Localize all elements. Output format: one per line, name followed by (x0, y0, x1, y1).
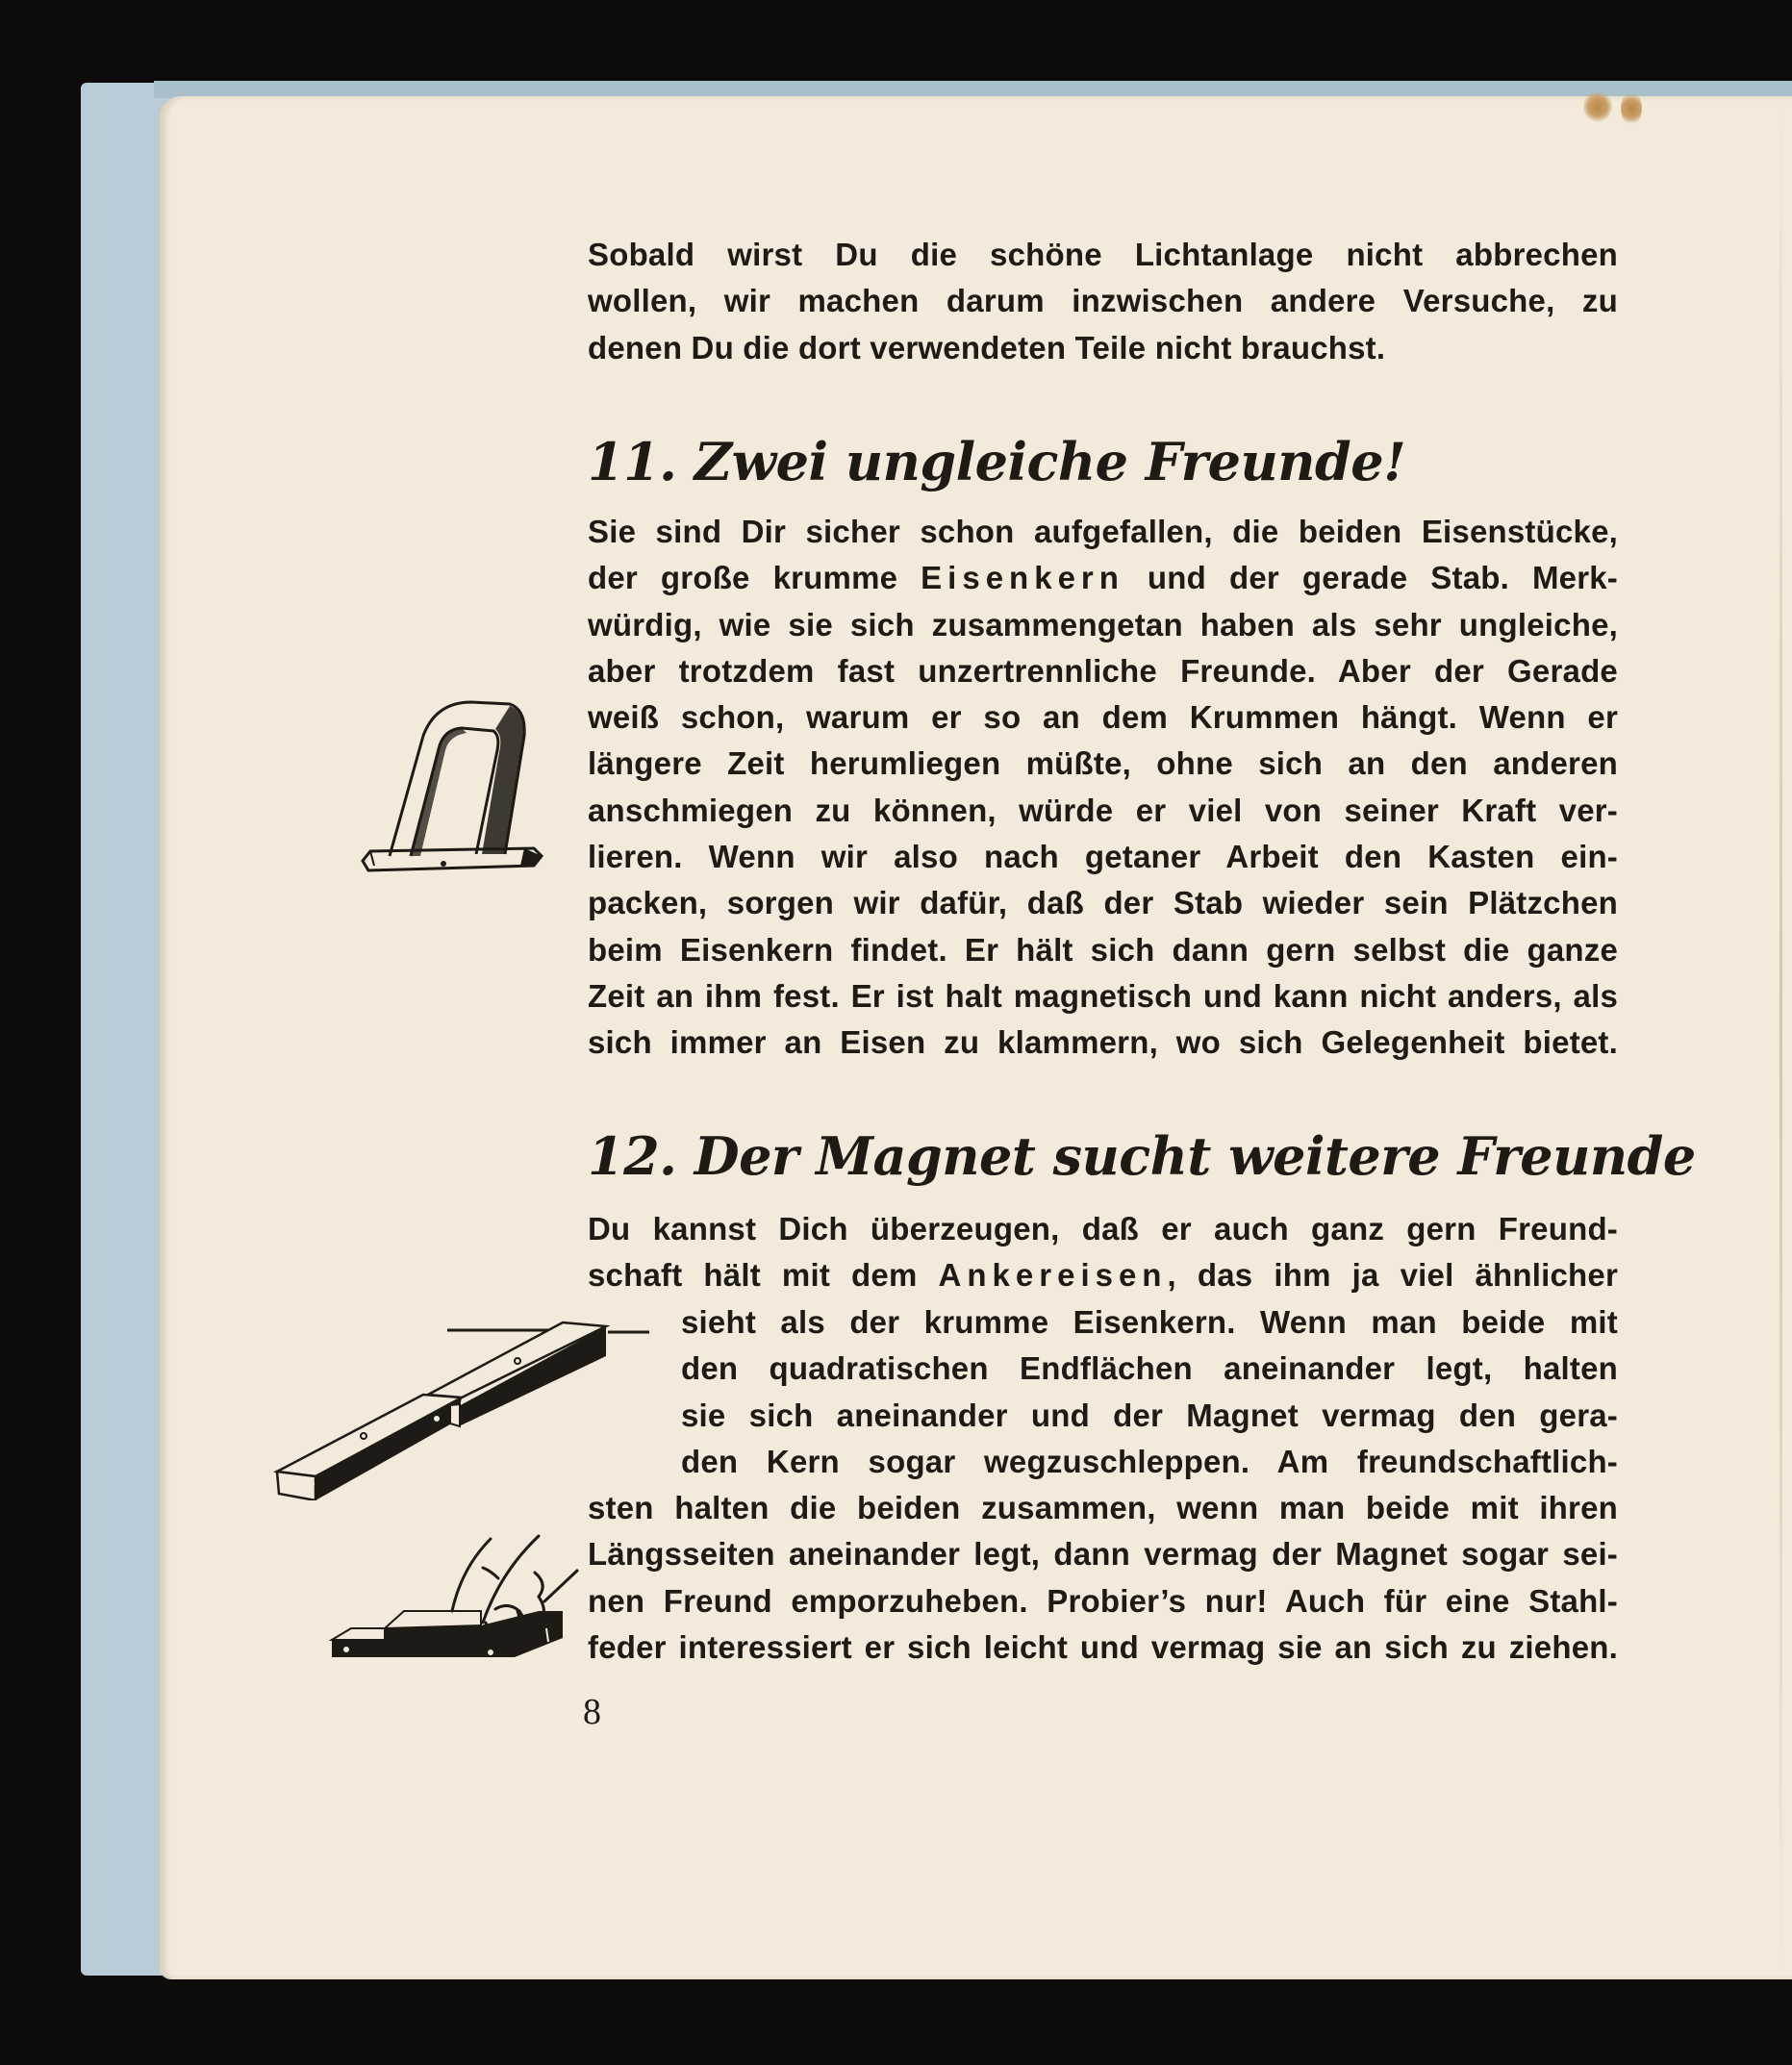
emphasized-term: Eisenkern (921, 560, 1124, 596)
stain-mark (1621, 91, 1642, 126)
text-line: wollen, wir machen darum inzwischen andere Versuche, zu (588, 283, 1618, 319)
text-line: Zeit an ihm fest. Er ist halt magnetisch und kann nicht anders, als (588, 977, 1618, 1014)
text-line (588, 555, 1618, 601)
text-line: Sie sind Dir sicher schon aufgefallen, die beiden Eisenstücke, (588, 514, 1618, 549)
section-heading-11: 11. Zwei ungleiche Freunde! (588, 431, 1406, 492)
text-span: , das ihm ja viel ähnlicher (1167, 1257, 1619, 1294)
page-number: 8 (583, 1692, 601, 1732)
section-12-paragraph-bottom (588, 1485, 1618, 1671)
section-11-paragraph (588, 509, 1618, 1067)
text-line: den quadratischen Endflächen aneinander legt, halten (681, 1350, 1618, 1387)
text-line: weiß schon, warum er so an dem Krummen hängt. Wenn er (588, 699, 1618, 736)
text-line: packen, sorgen wir dafür, daß der Stab wieder sein Plätzchen (588, 885, 1618, 921)
page-edge (1779, 96, 1782, 1979)
text-span: der große krumme (588, 560, 921, 596)
section-12-paragraph-top (588, 1206, 1618, 1299)
text-line: sich immer an Eisen zu klammern, wo sich Gelegenheit bietet. (588, 1024, 1618, 1061)
text-line: nen Freund emporzuheben. Probier’s nur! Auch für eine Stahl- (588, 1582, 1618, 1619)
section-12-paragraph-indented (681, 1299, 1618, 1485)
text-line: denen Du die dort verwendeten Teile nicht brauchst. (588, 329, 1386, 365)
text-line (588, 1252, 1618, 1298)
stain-mark (1583, 91, 1612, 122)
text-line: Sobald wirst Du die schöne Lichtanlage nicht abbrechen (588, 237, 1618, 272)
text-line: würdig, wie sie sich zusammengetan haben als sehr ungleiche, (588, 606, 1618, 642)
section-heading-12: 12. Der Magnet sucht weitere Freunde (588, 1125, 1696, 1187)
text-line: sieht als der krumme Eisenkern. Wenn man beide mit (681, 1304, 1618, 1340)
text-line: den Kern sogar wegzuschleppen. Am freundschaftlich- (681, 1443, 1618, 1479)
text-line: sten halten die beiden zusammen, wenn man beide mit ihren (588, 1490, 1618, 1525)
intro-paragraph (588, 232, 1618, 371)
iron-bars-icon (269, 1303, 649, 1500)
text-line: aber trotzdem fast unzertrennliche Freunde. Aber der Gerade (588, 652, 1618, 689)
emphasized-term: Ankereisen (938, 1257, 1168, 1294)
text-line: längere Zeit herumliegen müßte, ohne sich an den anderen (588, 745, 1618, 782)
hand-lifting-bar-icon (317, 1515, 587, 1674)
text-line: lieren. Wenn wir also nach getaner Arbeit den Kasten ein- (588, 839, 1618, 875)
text-line: Längsseiten aneinander legt, dann vermag der Magnet sogar sei- (588, 1536, 1618, 1573)
magnet-bar (363, 848, 542, 870)
text-line: anschmiegen zu können, würde er viel von seiner Kraft ver- (588, 792, 1618, 828)
horseshoe-magnet-icon (351, 683, 553, 885)
text-line: Du kannst Dich überzeugen, daß er auch ganz gern Freund- (588, 1211, 1618, 1247)
text-span: schaft hält mit dem (588, 1257, 939, 1294)
text-span: und der gerade Stab. Merk- (1123, 560, 1618, 596)
text-line: sie sich aneinander und der Magnet vermag den gera- (681, 1397, 1618, 1433)
text-line: beim Eisenkern findet. Er hält sich dann gern selbst die ganze (588, 931, 1618, 968)
text-line: feder interessiert er sich leicht und vermag sie an sich zu ziehen. (588, 1628, 1618, 1665)
